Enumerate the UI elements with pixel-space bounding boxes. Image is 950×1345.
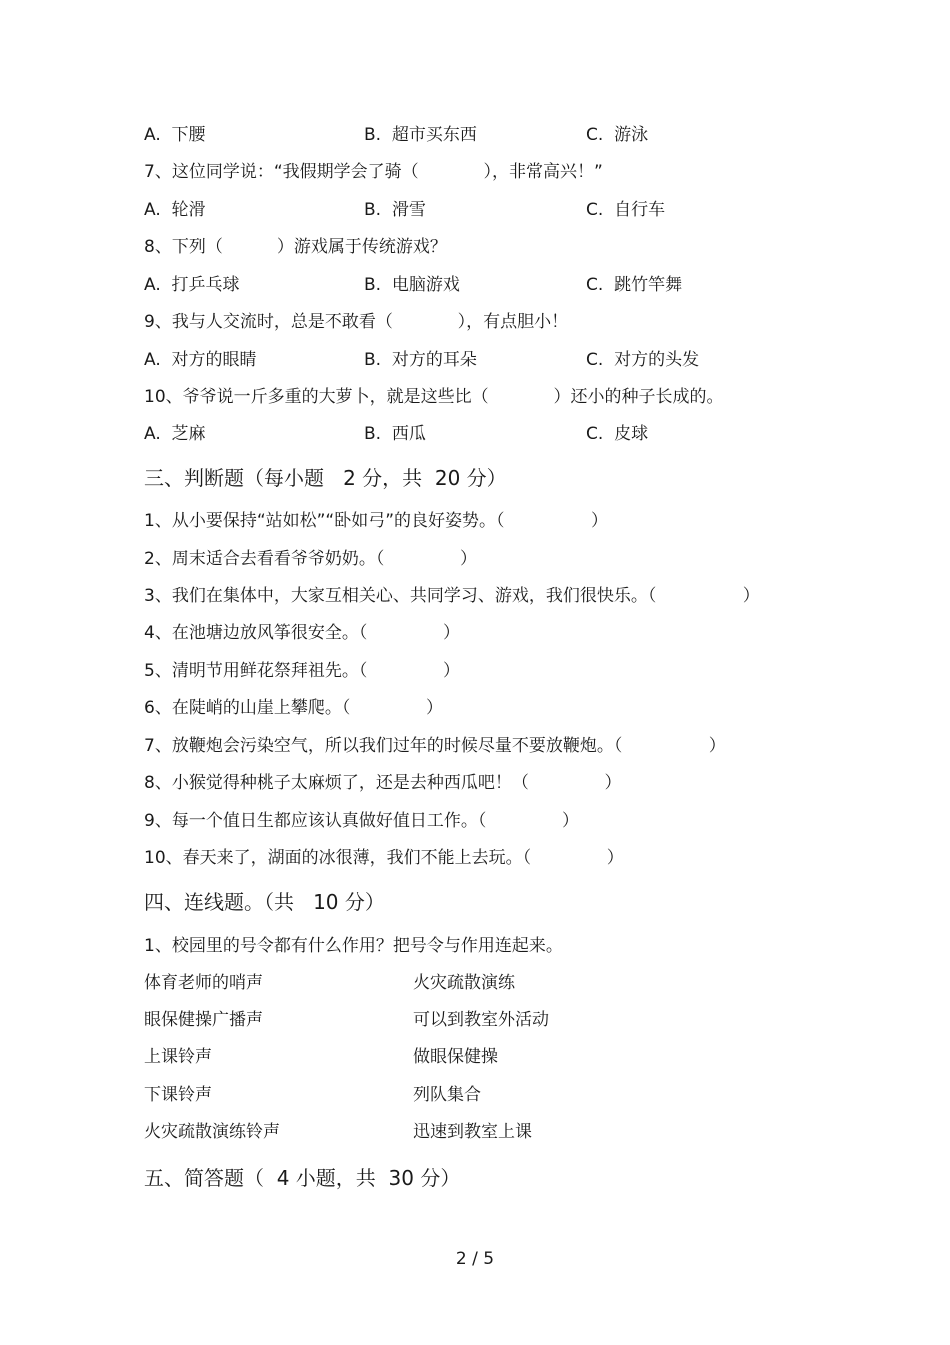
match-left-item: 体育老师的哨声 [144,973,263,993]
match-right-item: 列队集合 [413,1085,481,1105]
question-8: 8、下列（ ）游戏属于传统游戏？ [144,237,447,257]
page-number: 2 / 5 [455,1249,495,1269]
match-right-item: 做眼保健操 [413,1047,498,1067]
q6-option-b: B. 超市买东西 [364,125,477,145]
q8-option-c: C. 跳竹竿舞 [586,275,683,295]
judge-item: 7、放鞭炮会污染空气，所以我们过年的时候尽量不要放鞭炮。（ ） [144,736,726,756]
judge-item: 6、在陡峭的山崖上攀爬。（ ） [144,698,443,718]
q10-option-a: A. 芝麻 [144,424,206,444]
q10-option-c: C. 皮球 [586,424,649,444]
match-right-item: 迅速到教室上课 [413,1122,532,1142]
judge-item: 4、在池塘边放风筝很安全。（ ） [144,623,460,643]
section-3-title: 三、判断题（每小题 2 分，共 20 分） [144,466,507,490]
judge-item: 8、小猴觉得种桃子太麻烦了，还是去种西瓜吧！（ ） [144,773,622,793]
match-left-item: 上课铃声 [144,1047,212,1067]
section-5-title: 五、简答题（ 4 小题，共 30 分） [144,1166,461,1190]
judge-item: 3、我们在集体中，大家互相关心、共同学习、游戏，我们很快乐。（ ） [144,586,760,606]
q9-option-c: C. 对方的头发 [586,350,700,370]
match-right-item: 火灾疏散演练 [413,973,515,993]
match-left-item: 眼保健操广播声 [144,1010,263,1030]
section-4-title: 四、连线题。（共 10 分） [144,890,385,914]
q9-option-b: B. 对方的耳朵 [364,350,477,370]
match-left-item: 下课铃声 [144,1085,212,1105]
judge-item: 10、春天来了，湖面的冰很薄，我们不能上去玩。（ ） [144,848,624,868]
q7-option-a: A. 轮滑 [144,200,206,220]
q9-option-a: A. 对方的眼睛 [144,350,257,370]
q6-option-a: A. 下腰 [144,125,206,145]
match-left-item: 火灾疏散演练铃声 [144,1122,280,1142]
q8-option-a: A. 打乒乓球 [144,275,240,295]
question-9: 9、我与人交流时，总是不敢看（ ），有点胆小！ [144,312,569,332]
judge-item: 5、清明节用鲜花祭拜祖先。（ ） [144,661,460,681]
judge-item: 2、周末适合去看看爷爷奶奶。（ ） [144,549,477,569]
judge-item: 1、从小要保持“站如松”“卧如弓”的良好姿势。（ ） [144,511,609,531]
q8-option-b: B. 电脑游戏 [364,275,460,295]
question-10: 10、爷爷说一斤多重的大萝卜，就是这些比（ ）还小的种子长成的。 [144,387,724,407]
q10-option-b: B. 西瓜 [364,424,426,444]
match-right-item: 可以到教室外活动 [413,1010,549,1030]
question-7: 7、这位同学说：“我假期学会了骑（ ），非常高兴！” [144,162,603,182]
match-question: 1、校园里的号令都有什么作用？把号令与作用连起来。 [144,936,563,956]
judge-item: 9、每一个值日生都应该认真做好值日工作。（ ） [144,811,579,831]
q7-option-c: C. 自行车 [586,200,666,220]
q7-option-b: B. 滑雪 [364,200,426,220]
q6-option-c: C. 游泳 [586,125,649,145]
